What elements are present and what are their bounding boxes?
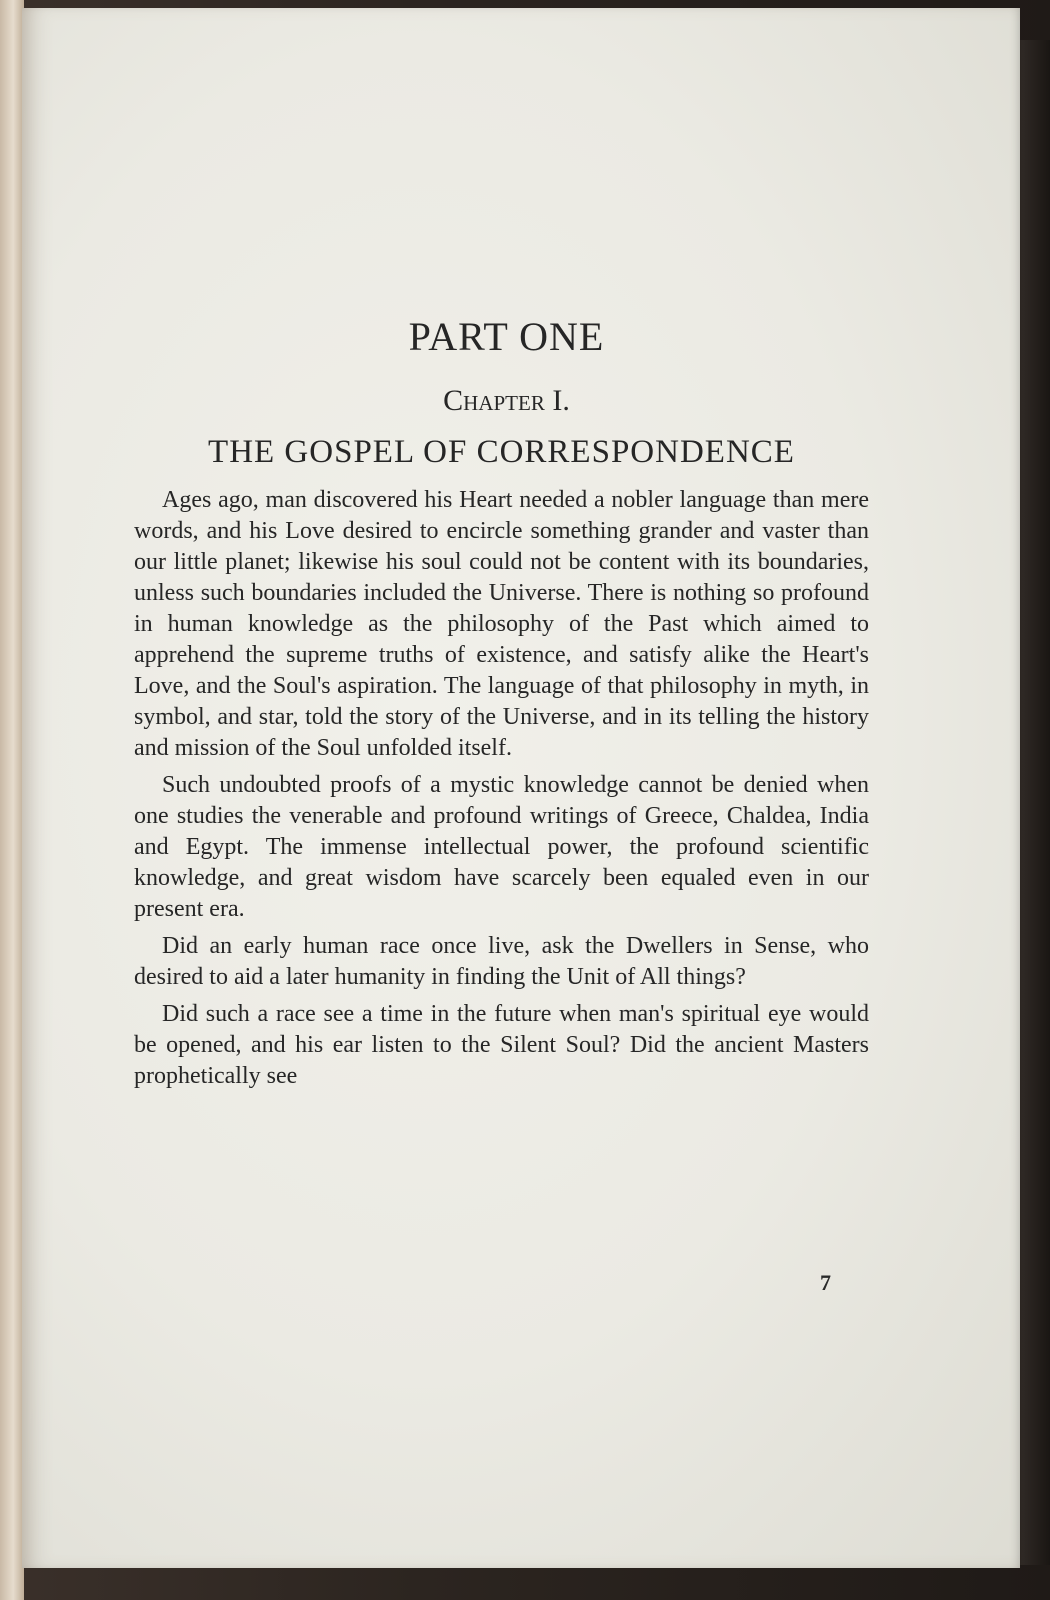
paragraph: Did such a race see a time in the future when man's spiritual eye would be opened, and his ear listen to the Silent Soul? Did the ancient Masters prophetically see xyxy=(134,1001,869,1089)
body-text xyxy=(134,485,869,1092)
paragraph: Such undoubted proofs of a mystic knowledge cannot be denied when one studies the venerable and profound writings of Greece, Chaldea, India and Egypt. The immense intellectual power, the profound scientific knowledge, and great wisdom have scarcely been equaled even in our present era. xyxy=(134,772,869,922)
previous-page-edge xyxy=(0,0,24,1600)
section-title: THE GOSPEL OF CORRESPONDENCE xyxy=(208,434,795,470)
part-title: PART ONE xyxy=(408,314,605,359)
paragraph: Did an early human race once live, ask the Dwellers in Sense, who desired to aid a later humanity in finding the Unit of All things? xyxy=(134,933,869,990)
chapter-title: Chapter I. xyxy=(443,384,570,417)
page-text-block xyxy=(134,313,869,1098)
paragraph: Ages ago, man discovered his Heart needed a nobler language than mere words, and his Love desired to encircle something grander and vaster than our little planet; likewise his soul could not be content with its boundaries, unless such boundaries included the Universe. There is nothing so profound in human knowledge as the philosophy of the Past which aimed to apprehend the supreme truths of existence, and satisfy alike the Heart's Love, and the Soul's aspiration. The language of that philosophy in myth, in symbol, and star, told the story of the Universe, and in its telling the history and mission of the Soul unfolded itself. xyxy=(134,487,869,761)
book-page xyxy=(22,8,1020,1568)
page-number: 7 xyxy=(820,1270,831,1295)
